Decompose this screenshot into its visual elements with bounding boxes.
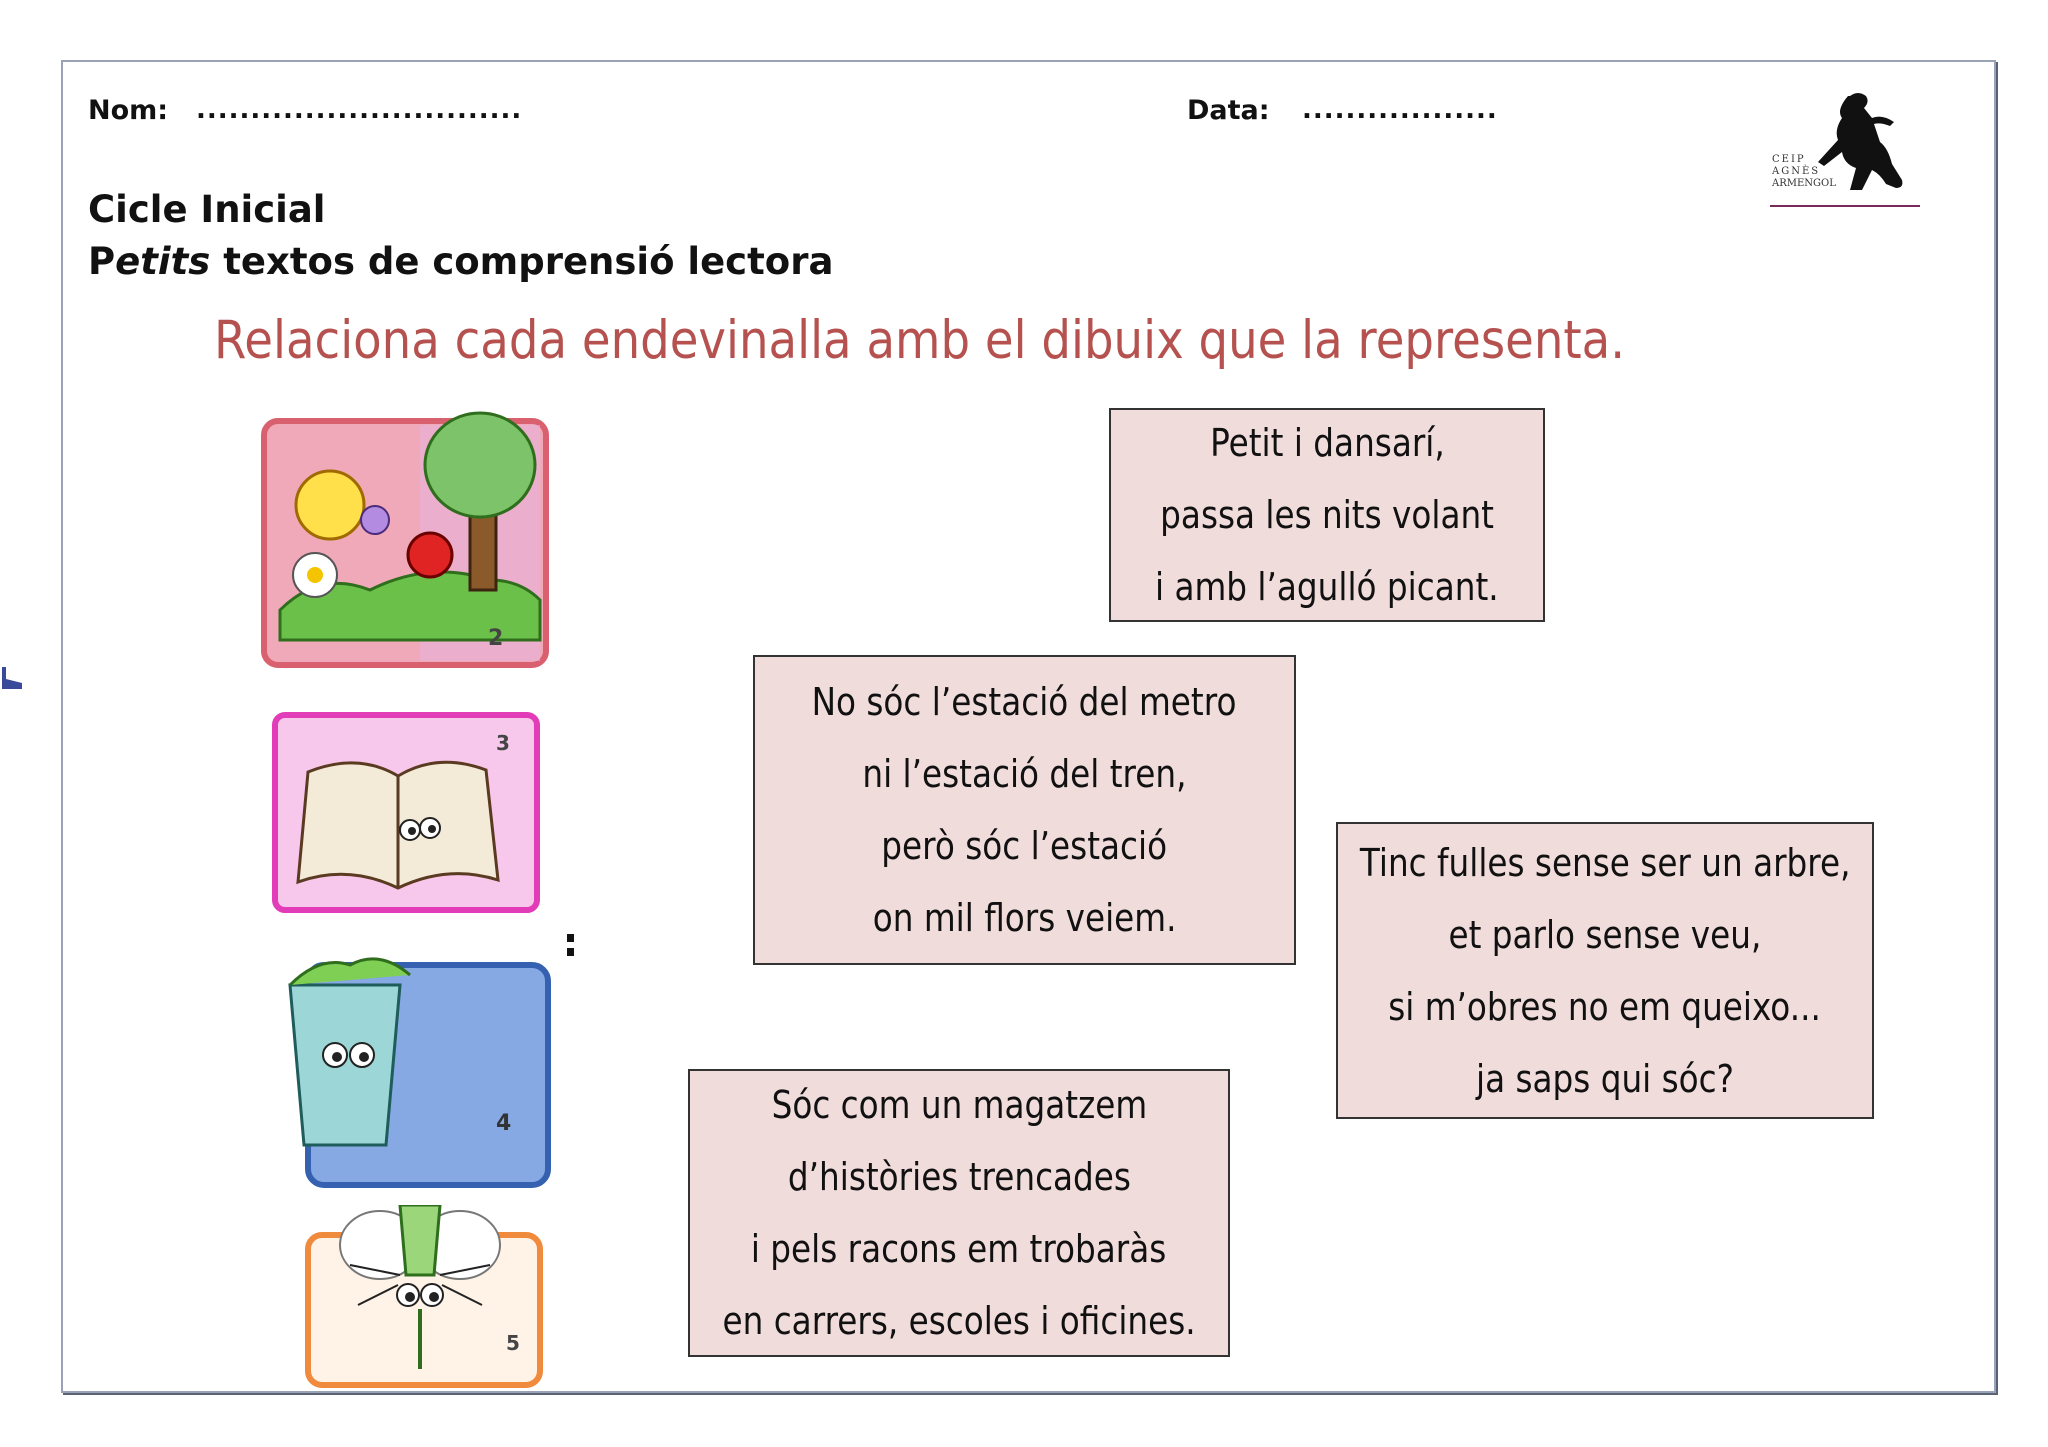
riddle-line: i pels racons em trobaràs: [751, 1227, 1167, 1271]
spring-picture: [260, 395, 555, 670]
cycle-title: Cicle Inicial: [88, 188, 326, 231]
title-italic-word: etits: [115, 240, 211, 283]
date-label: Data:: [1187, 95, 1270, 126]
picture-number: 4: [496, 1111, 512, 1136]
bin-picture: [260, 945, 560, 1190]
picture-number: 3: [496, 731, 510, 755]
book-picture: [270, 710, 545, 915]
riddle-line: i amb l’agulló picant.: [1155, 565, 1499, 609]
stray-dots: [565, 932, 577, 960]
bin-icon: [290, 985, 400, 1145]
logo-line-2: AGNÈS: [1772, 166, 1821, 177]
worksheet-title: [88, 240, 833, 283]
silhouette-icon: [1770, 88, 1920, 213]
riddle-line: si m’obres no em queixo...: [1388, 984, 1822, 1029]
riddle-book: [1336, 822, 1874, 1119]
riddle-line: ni l’estació del tren,: [862, 752, 1187, 796]
sun-icon: [296, 471, 364, 539]
riddle-line: en carrers, escoles i oficines.: [722, 1299, 1196, 1343]
stray-mark: [0, 665, 26, 695]
riddle-line: d’històries trencades: [787, 1155, 1131, 1199]
poppy-icon: [408, 533, 452, 577]
logo-line-1: CEIP: [1772, 154, 1806, 165]
riddle-line: Petit i dansarí,: [1209, 421, 1445, 465]
mosquito-picture: [300, 1205, 550, 1390]
riddle-bin: [688, 1069, 1230, 1357]
instruction-text: Relaciona cada endevinalla amb el dibuix que la representa.: [214, 310, 1626, 371]
picture-number: 2: [488, 626, 504, 651]
riddle-line: Sóc com un magatzem: [771, 1083, 1147, 1127]
riddle-line: No sóc l’estació del metro: [812, 680, 1237, 724]
riddle-mosquito: [1109, 408, 1545, 622]
school-logo: [1770, 88, 1920, 213]
riddle-line: però sóc l’estació: [881, 824, 1168, 868]
riddle-line: Tinc fulles sense ser un arbre,: [1359, 840, 1851, 885]
title-rest: textos de comprensió lectora: [210, 240, 834, 283]
picture-number: 5: [506, 1331, 520, 1355]
name-field[interactable]: ..............................: [196, 95, 523, 125]
date-field[interactable]: ..................: [1302, 95, 1498, 125]
riddle-line: on mil flors veiem.: [872, 896, 1177, 940]
logo-line-3: ARMENGOL: [1772, 178, 1836, 189]
mosquito-icon: [400, 1205, 440, 1275]
title-first-letter: P: [88, 240, 116, 283]
name-label: Nom:: [88, 95, 169, 126]
riddle-line: passa les nits volant: [1160, 493, 1494, 537]
riddle-line: ja saps qui sóc?: [1476, 1056, 1734, 1101]
riddle-line: et parlo sense veu,: [1448, 912, 1762, 957]
riddle-spring: [753, 655, 1296, 965]
